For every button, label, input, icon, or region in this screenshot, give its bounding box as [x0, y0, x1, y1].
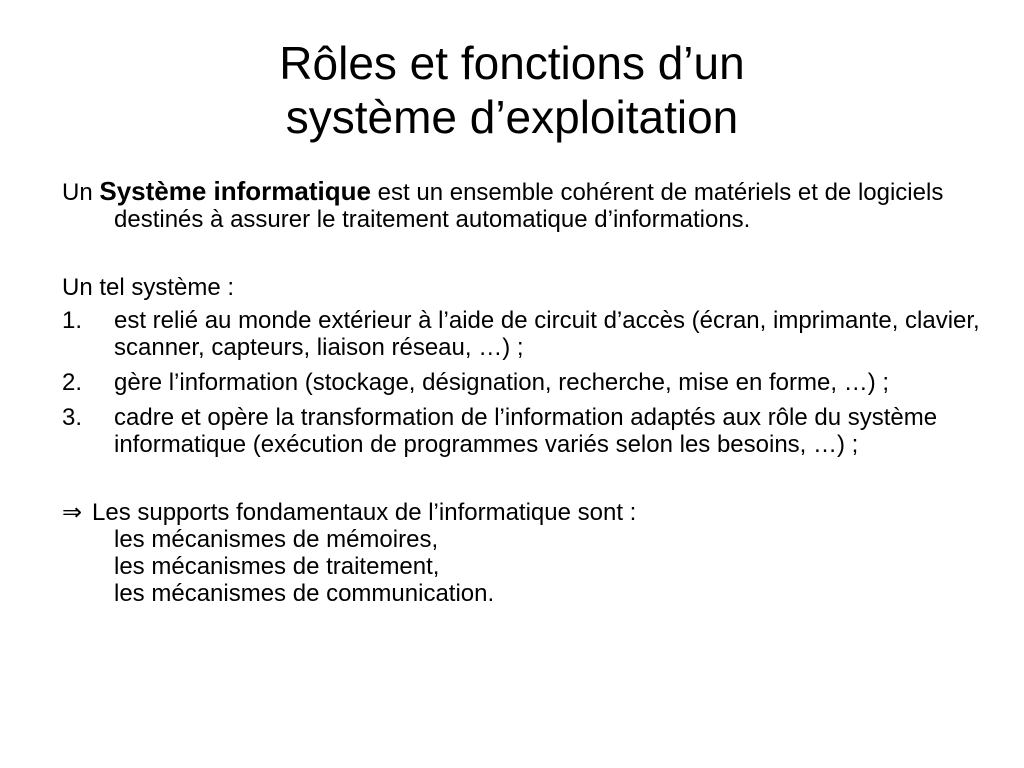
spacer: [62, 466, 982, 499]
title-line-1: Rôles et fonctions d’un: [279, 37, 745, 89]
list-item: [62, 404, 982, 458]
list-item: [62, 369, 982, 396]
intro-paragraph: [62, 178, 982, 233]
intro-prefix: Un: [62, 179, 100, 206]
slide-body: [62, 178, 982, 607]
intro-bold-term: Système informatique: [99, 176, 371, 206]
conclusion-heading: [62, 499, 982, 526]
list-heading: Un tel système :: [62, 274, 235, 301]
intro-rest: est un ensemble cohérent de matériels et de logiciels destinés à assurer le traitement automatique d’informations.: [114, 179, 944, 233]
list-item-number: 2.: [62, 369, 83, 396]
list-item-number: 1.: [62, 307, 83, 334]
list-item-text: gère l’information (stockage, désignation, recherche, mise en forme, …) ;: [114, 369, 890, 396]
title-line-2: système d’exploitation: [285, 91, 739, 143]
list-item-text: cadre et opère la transformation de l’information adaptés aux rôle du système informatique (exécution de programmes variés selon les besoins, …) ;: [114, 404, 938, 458]
list-item-number: 3.: [62, 404, 83, 431]
implies-arrow-icon: ⇒: [62, 498, 83, 526]
list-item: [62, 307, 982, 361]
conclusion-line: les mécanismes de communication.: [114, 580, 495, 607]
numbered-list: [62, 307, 982, 458]
conclusion-heading-text: Les supports fondamentaux de l’informatique sont :: [92, 499, 637, 526]
slide-title: [0, 36, 1024, 144]
conclusion-line: les mécanismes de traitement,: [114, 553, 440, 580]
list-item-text: est relié au monde extérieur à l’aide de circuit d’accès (écran, imprimante, clavier, scanner, capteurs, liaison réseau, …) ;: [114, 307, 980, 361]
conclusion-line: les mécanismes de mémoires,: [114, 526, 439, 553]
spacer: [62, 233, 982, 274]
